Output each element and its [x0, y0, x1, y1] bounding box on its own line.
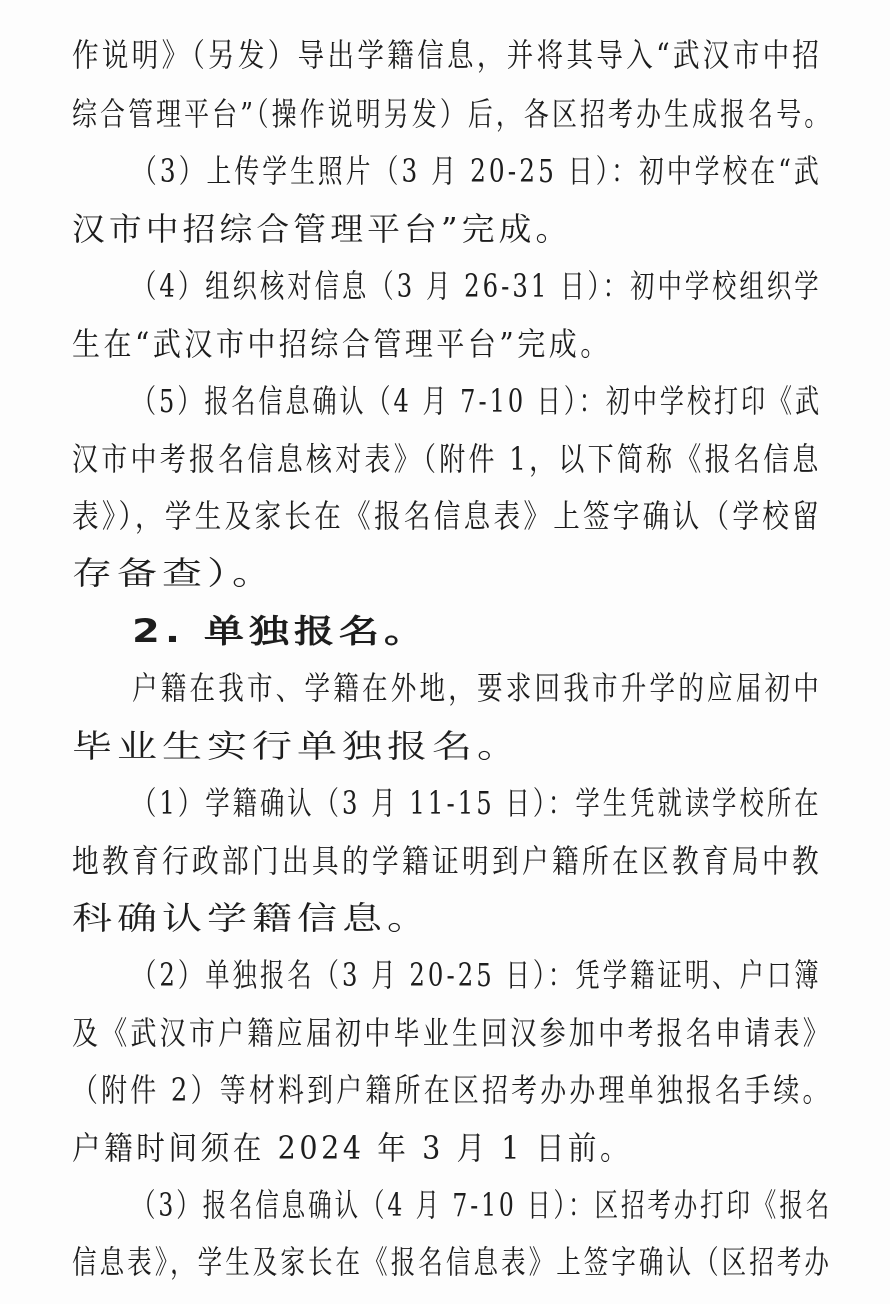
text-line-7: （5）报名信息确认（4 月 7-10 日）：初中学校打印《武 — [132, 382, 823, 420]
text-line-22: 信息表》，学生及家长在《报名信息表》上签字确认（区招考办 — [72, 1243, 833, 1281]
text-line-2: 综合管理平台”（操作说明另发）后，各区招考办生成报名号。 — [72, 95, 833, 133]
text-line-16: 科确认学籍信息。 — [72, 899, 433, 937]
text-line-15: 地教育行政部门出具的学籍证明到户籍所在区教育局中教 — [72, 842, 823, 880]
text-line-1: 作说明》（另发）导出学籍信息，并将其导入“武汉市中招 — [72, 36, 823, 74]
text-line-21: （3）报名信息确认（4 月 7-10 日）：区招考办打印《报名 — [132, 1186, 833, 1224]
text-line-13: 毕业生实行单独报名。 — [72, 727, 523, 765]
text-line-5: （4）组织核对信息（3 月 26-31 日）：初中学校组织学 — [132, 267, 822, 305]
text-line-10: 存备查）。 — [72, 554, 278, 592]
text-line-17: （2）单独报名（3 月 20-25 日）：凭学籍证明、户口簿 — [132, 956, 822, 994]
text-line-12: 户籍在我市、学籍在外地，要求回我市升学的应届初中 — [132, 669, 823, 707]
text-line-18: 及《武汉市户籍应届初中毕业生回汉参加中考报名申请表》 — [72, 1014, 833, 1052]
text-line-14: （1）学籍确认（3 月 11-15 日）：学生凭就读学校所在 — [132, 784, 822, 822]
text-line-8: 汉市中考报名信息核对表》（附件 1，以下简称《报名信息 — [72, 440, 822, 478]
text-line-20: 户籍时间须在 2024 年 3 月 1 日前。 — [72, 1129, 633, 1167]
text-line-19: （附件 2）等材料到户籍所在区招考办办理单独报名手续。 — [72, 1071, 832, 1109]
text-line-6: 生在“武汉市中招综合管理平台”完成。 — [72, 325, 612, 363]
text-line-4: 汉市中招综合管理平台”完成。 — [72, 210, 573, 248]
text-line-3: （3）上传学生照片（3 月 20-25 日）：初中学校在“武 — [132, 152, 822, 190]
section-heading: 2. 单独报名。 — [132, 612, 429, 650]
text-line-9: 表》），学生及家长在《报名信息表》上签字确认（学校留 — [72, 497, 823, 535]
